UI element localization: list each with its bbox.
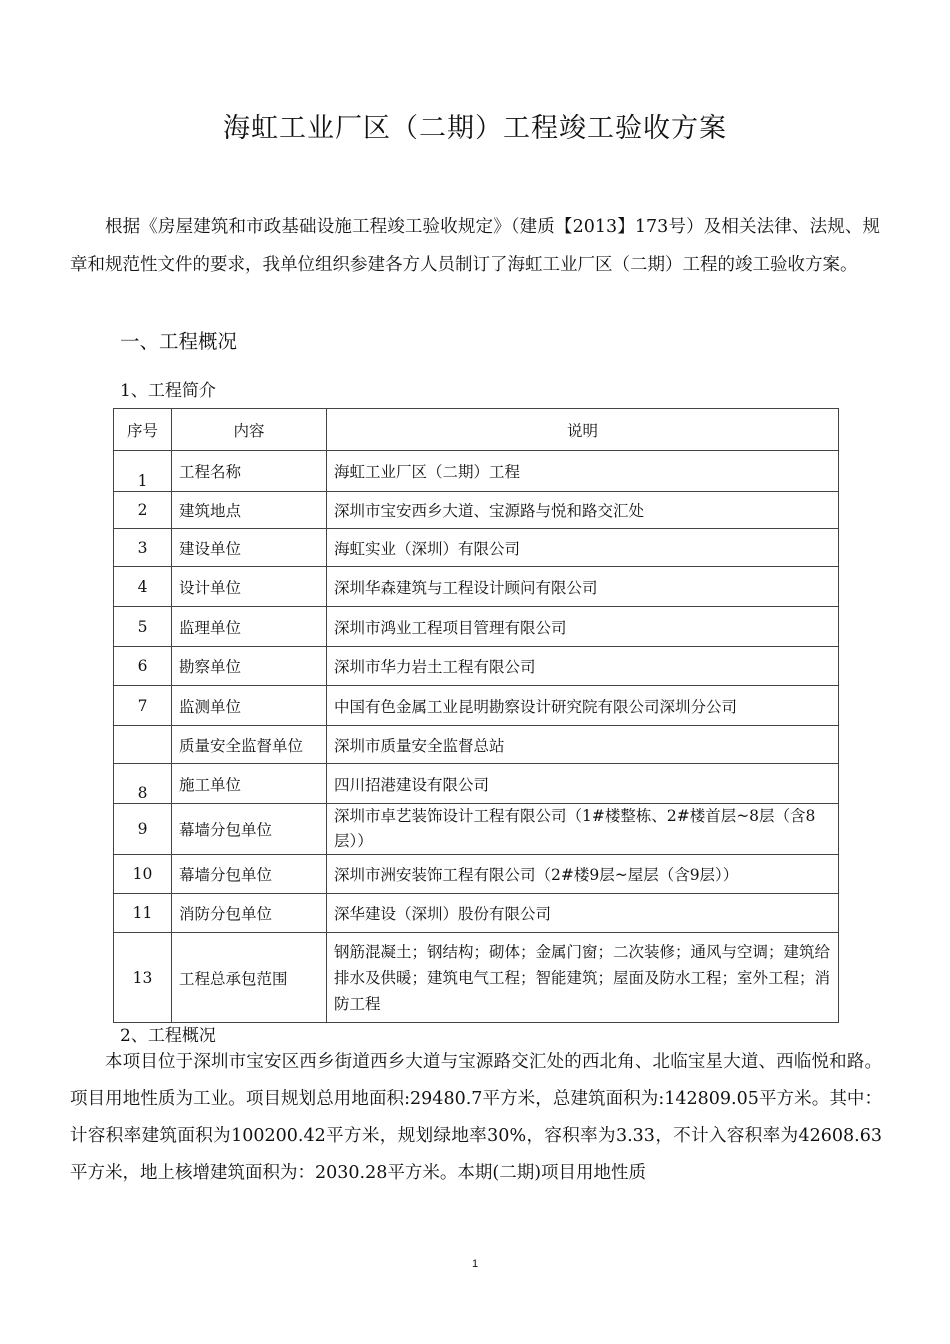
row-item: 工程总承包范围 (172, 933, 327, 1023)
subsection-heading-intro: 1、工程简介 (120, 381, 216, 401)
table-row (114, 686, 839, 726)
table-row (114, 726, 839, 764)
row-item: 勘察单位 (172, 647, 327, 686)
table-row (114, 933, 839, 1023)
table-row (114, 451, 839, 492)
subsection-heading-overview: 2、工程概况 (120, 1026, 216, 1046)
row-desc: 深圳市宝安西乡大道、宝源路与悦和路交汇处 (327, 492, 839, 529)
row-desc: 深圳市洲安装饰工程有限公司（2#楼9层~屋层（含9层）） (327, 855, 839, 894)
row-desc: 深华建设（深圳）股份有限公司 (327, 894, 839, 933)
row-no: 6 (114, 647, 172, 686)
row-no: 9 (114, 804, 172, 855)
row-no: 2 (114, 492, 172, 529)
row-no: 7 (114, 686, 172, 726)
intro-paragraph (70, 208, 880, 284)
table-row (114, 607, 839, 647)
row-desc: 四川招港建设有限公司 (327, 764, 839, 804)
row-item: 设计单位 (172, 567, 327, 607)
row-desc: 深圳市卓艺装饰设计工程有限公司（1#楼整栋、2#楼首层~8层（含8层）） (327, 804, 839, 855)
row-item: 质量安全监督单位 (172, 726, 327, 764)
row-no (114, 726, 172, 764)
page-number: 1 (471, 1258, 479, 1270)
row-no: 3 (114, 529, 172, 567)
row-no: 5 (114, 607, 172, 647)
row-desc: 海虹工业厂区（二期）工程 (327, 451, 839, 492)
table-row (114, 647, 839, 686)
row-item: 监测单位 (172, 686, 327, 726)
row-desc: 深圳市鸿业工程项目管理有限公司 (327, 607, 839, 647)
header-no: 序号 (114, 409, 172, 451)
row-item: 消防分包单位 (172, 894, 327, 933)
row-no: 1 (114, 451, 172, 492)
row-no: 10 (114, 855, 172, 894)
row-desc: 深圳市质量安全监督总站 (327, 726, 839, 764)
row-item: 建筑地点 (172, 492, 327, 529)
row-desc: 中国有色金属工业昆明勘察设计研究院有限公司深圳分公司 (327, 686, 839, 726)
table-row (114, 492, 839, 529)
table-row (114, 529, 839, 567)
row-no: 4 (114, 567, 172, 607)
table-row (114, 764, 839, 804)
row-item: 工程名称 (172, 451, 327, 492)
table-row (114, 567, 839, 607)
table-row (114, 855, 839, 894)
project-info-table (113, 408, 839, 1023)
row-desc: 深圳华森建筑与工程设计顾问有限公司 (327, 567, 839, 607)
table-header-row (114, 409, 839, 451)
row-item: 幕墙分包单位 (172, 804, 327, 855)
row-desc: 深圳市华力岩土工程有限公司 (327, 647, 839, 686)
row-item: 施工单位 (172, 764, 327, 804)
section-heading-overview: 一、工程概况 (120, 330, 238, 353)
row-no: 13 (114, 933, 172, 1023)
overview-paragraph (70, 1044, 882, 1192)
row-item: 幕墙分包单位 (172, 855, 327, 894)
row-desc: 钢筋混凝土；钢结构；砌体；金属门窗；二次装修；通风与空调；建筑给排水及供暖；建筑电气工程；智能建筑；屋面及防水工程；室外工程；消防工程 (327, 933, 839, 1023)
row-no: 8 (114, 764, 172, 804)
overview-text: 本项目位于深圳市宝安区西乡街道西乡大道与宝源路交汇处的西北角、北临宝星大道、西临悦和路。项目用地性质为工业。项目规划总用地面积:29480.7平方米，总建筑面积为:142809.05平方米。其中：计容积率建筑面积为100200.42平方米，规划绿地率30%，容积率为3.33，不计入容积率为42608.63平方米，地上核增建筑面积为：2030.28平方米。本期(二期)项目用地性质 (70, 1052, 882, 1183)
row-item: 监理单位 (172, 607, 327, 647)
row-desc: 海虹实业（深圳）有限公司 (327, 529, 839, 567)
intro-text: 根据《房屋建筑和市政基础设施工程竣工验收规定》（建质【2013】173号）及相关法律、法规、规章和规范性文件的要求，我单位组织参建各方人员制订了海虹工业厂区（二期）工程的竣工验收方案。 (70, 217, 880, 275)
header-desc: 说明 (327, 409, 839, 451)
header-item: 内容 (172, 409, 327, 451)
row-item: 建设单位 (172, 529, 327, 567)
row-no: 11 (114, 894, 172, 933)
table-row (114, 804, 839, 855)
document-title: 海虹工业厂区（二期）工程竣工验收方案 (223, 113, 727, 144)
table-row (114, 894, 839, 933)
